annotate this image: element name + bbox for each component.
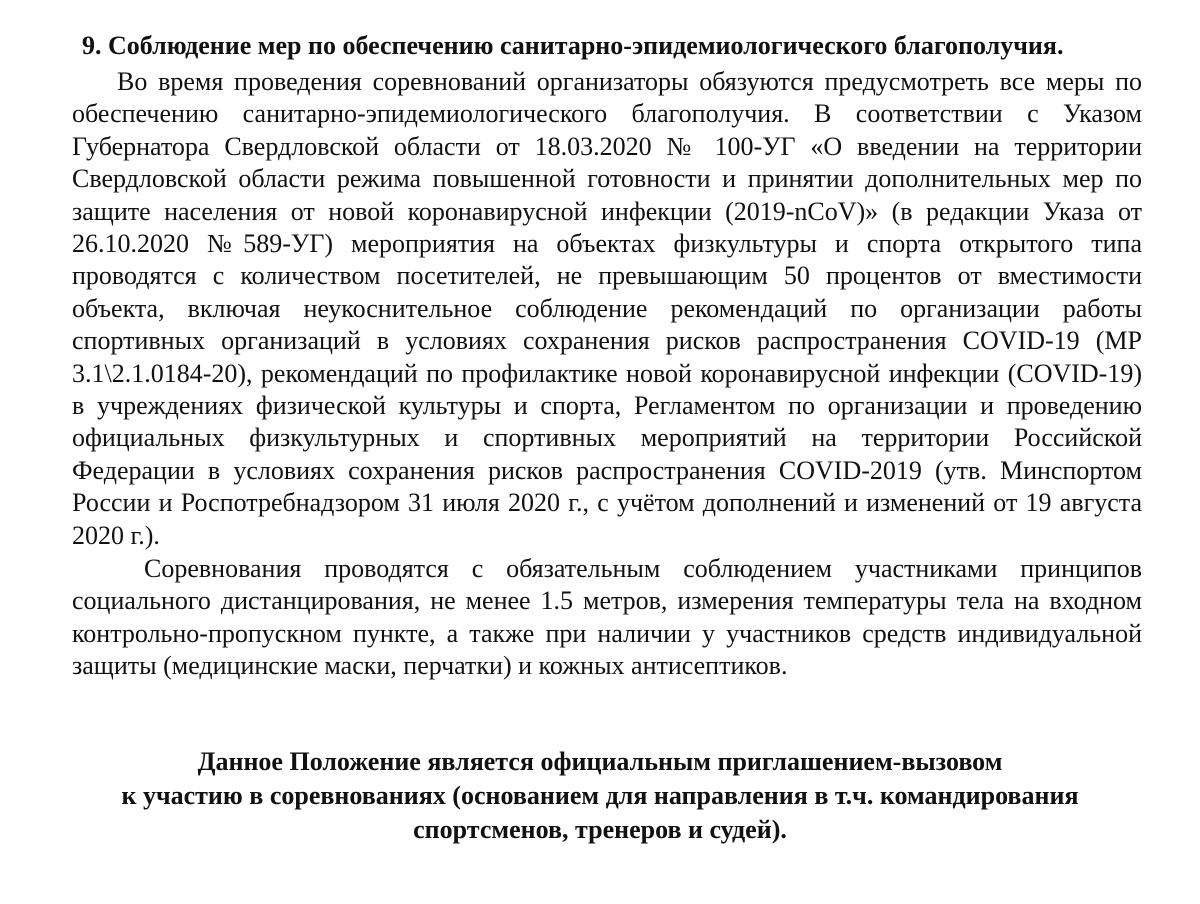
closing-line: к участию в соревнованиях (основанием для направления в т.ч. командирования	[121, 781, 1079, 810]
closing-line: спортсменов, тренеров и судей).	[413, 815, 787, 844]
paragraph-social-distancing: Соревнования проводятся с обязательным соблюдением участниками принципов социального дистанцирования, не менее 1.5 метров, измерения температуры тела на входном контрольно-пропускном пункте, а также при наличии у участников средств индивидуальной защиты (медицинские маски, перчатки) и кожных антисептиков.	[72, 554, 1142, 681]
closing-statement	[40, 745, 1160, 847]
section-title: 9. Соблюдение мер по обеспечению санитарно-эпидемиологического благополучия.	[82, 31, 1064, 60]
closing-line: Данное Положение является официальным приглашением-вызовом	[197, 747, 1003, 776]
paragraph-sanitary-measures: Во время проведения соревнований организаторы обязуются предусмотреть все меры по обеспечению санитарно-эпидемиологического благополучия. В соответствии с Указом Губернатора Свердловской области от 18.03.2020 № 100-УГ «О введении на территории Свердловской области режима повышенной готовности и принятии дополнительных мер по защите населения от новой коронавирусной инфекции (2019-nCoV)» (в редакции Указа от 26.10.2020 №589-УГ) мероприятия на объектах физкультуры и спорта открытого типа проводятся с количеством посетителей, не превышающим 50 процентов от вместимости объекта, включая неукоснительное соблюдение рекомендаций по организации работы спортивных организаций в условиях сохранения рисков распространения COVID-19 (МР 3.1\2.1.0184-20), рекомендаций по профилактике новой коронавирусной инфекции (COVID-19) в учреждениях физической культуры и спорта, Регламентом по организации и проведению официальных физкультурных и спортивных мероприятий на территории Российской Федерации в условиях сохранения рисков распространения COVID-2019 (утв. Минспортом России и Роспотребнадзором 31 июля 2020 г., с учётом дополнений и изменений от 19 августа 2020 г.).	[72, 67, 1142, 550]
